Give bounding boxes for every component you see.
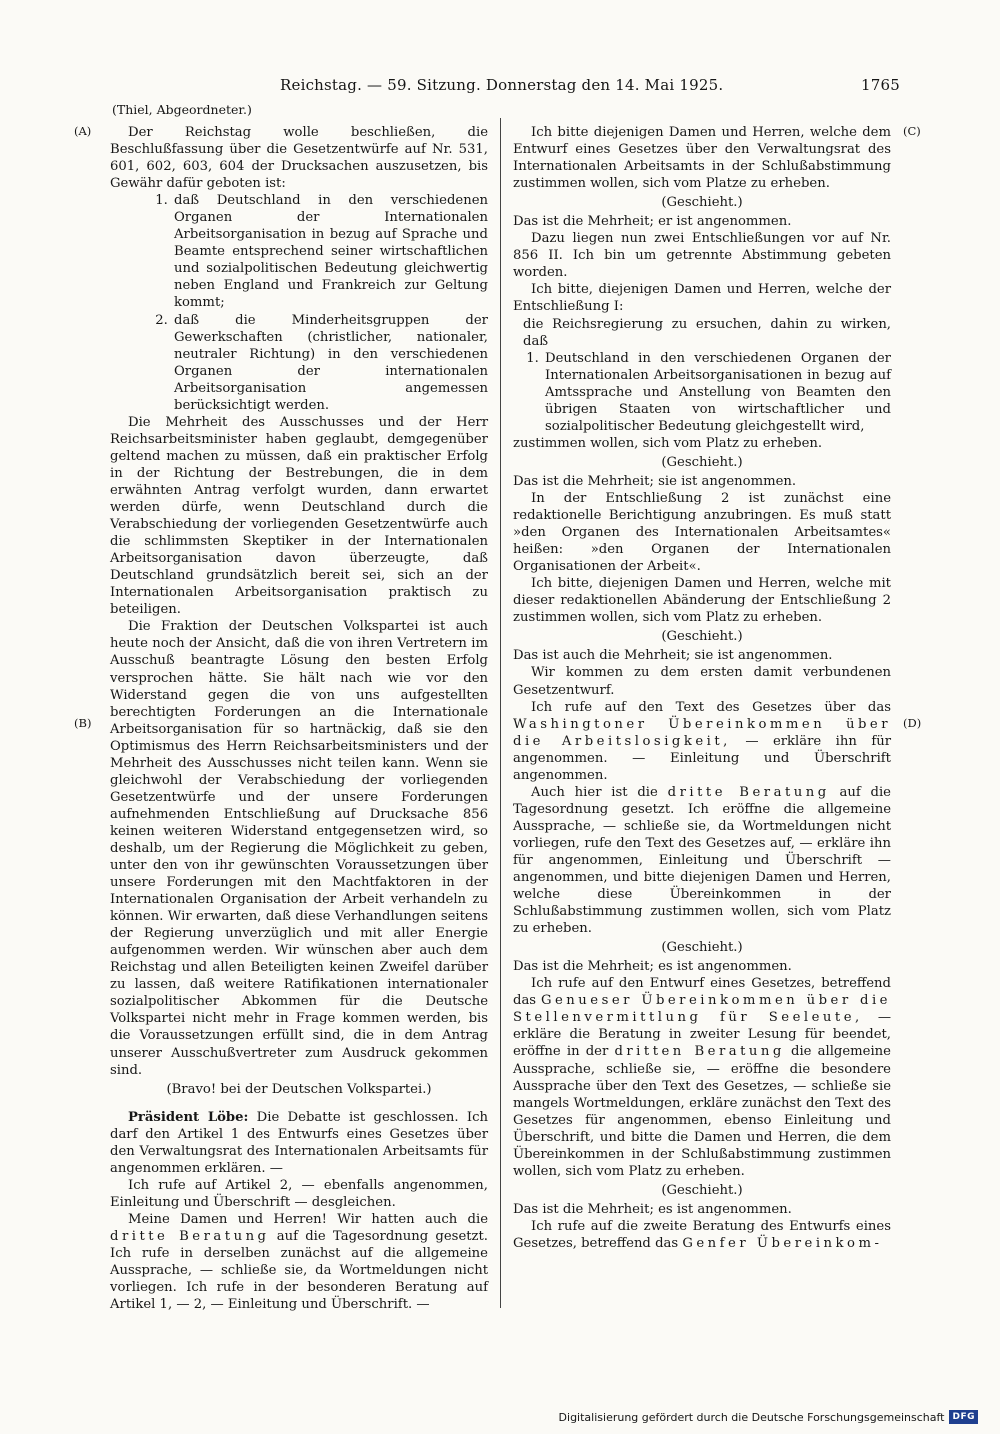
margin-marker-d: (D) xyxy=(903,716,922,730)
paragraph: Das ist die Mehrheit; es ist angenommen. xyxy=(513,1201,792,1217)
paragraph-text: — erkläre ihn für angenommen. — Einleitung und Überschrift angenommen. xyxy=(513,733,891,783)
paragraph-text: Meine Damen und Herren! Wir hatten auch die xyxy=(128,1211,488,1227)
margin-marker-a: (A) xyxy=(74,124,92,138)
speaker-name: Präsident Löbe: xyxy=(128,1109,249,1125)
paragraph xyxy=(513,975,891,1180)
paragraph: Dazu liegen nun zwei Entschließungen vor auf Nr. 856 II. Ich bin um getrennte Abstimmung gebeten worden. xyxy=(513,231,891,281)
geschieht-note: (Geschieht.) xyxy=(661,940,743,956)
paragraph: Der Reichstag wolle beschließen, die Beschlußfassung über die Gesetzentwürfe auf Nr. 531, 601, 602, 603, 604 der Drucksachen auszusetzen, bis Gewähr dafür geboten ist: xyxy=(110,125,488,192)
resolution-list xyxy=(513,350,891,435)
geschieht-note: (Geschieht.) xyxy=(661,629,743,645)
demands-list xyxy=(110,192,488,414)
paragraph: Die Fraktion der Deutschen Volkspartei ist auch heute noch der Ansicht, daß die von ihren Vertretern im Ausschuß beantragte Lösung den besten Erfolg versprochen hätte. Sie hält nach wie vor den Widerstand gegen die von uns aufgestellten berechtigten Forderungen an die Internationale Arbeitsorganisation für so hartnäckig, daß sie den Optimismus des Herrn Reichsarbeitsministers und der Mehrheit des Ausschusses nicht teilen kann. Wenn sie gleichwohl der Verabschiedung der vorliegenden Gesetzentwürfe und der unsere Forderungen aufnehmenden Entschließung auf Drucksache 856 keinen weiteren Widerstand entgegensetzen wird, so deshalb, um der Regierung die Möglichkeit zu geben, unter den von ihr gewünschten Voraussetzungen über unsere Forderungen mit den Machtfaktoren in der Internationalen Organisation der Arbeit verhandeln zu können. Wir erwarten, daß diese Verhandlungen seitens der Regierung unverzüglich und mit aller Energie aufgenommen werden. Wir wünschen aber auch dem Reichstag und allen Beteiligten keinen Zweifel darüber zu lassen, daß weitere Ratifikationen internationaler sozialpolitischer Abkommen für die Deutsche Volkspartei nicht mehr in Frage kommen werden, bis die Voraussetzungen erfüllt sind, die in dem Antrag unserer Ausschußvertreter zum Ausdruck gekommen sind. xyxy=(110,619,488,1078)
paragraph xyxy=(513,784,891,937)
paragraph-text: die allgemeine Aussprache, schließe sie, — eröffne die besondere Aussprache über den Text des Gesetzes, — schließe sie mangels Wortmeldungen, erkläre zunächst den Text des Gesetzes für angenommen, ebenso Einleitung und Überschrift, und bitte die Damen und Herren, die dem Übereinkommen in der Schlußabstimmung zustimmen wollen, sich vom Platz zu erheben. xyxy=(513,1044,891,1179)
paragraph-text: — erkläre die Beratung in zweiter Lesung für beendet, eröffne in der xyxy=(513,1010,891,1060)
applause-note: (Bravo! bei der Deutschen Volkspartei.) xyxy=(166,1081,432,1097)
column-divider xyxy=(500,118,501,1308)
paragraph: Die Mehrheit des Ausschusses und der Herr Reichsarbeitsminister haben geglaubt, demgegenüber geltend machen zu müssen, daß ein praktischer Erfolg in der Richtung der Bestrebungen, die in dem erwähnten Antrag verfolgt wurden, dann erwartet werden dürfe, wenn Deutschland durch die Verabschiedung der vorliegenden Gesetzentwürfe auch die schlimmsten Skeptiker in der Internationalen Arbeitsorganisation davon überzeugte, daß Deutschland grundsätzlich bereit sei, sich an der Internationalen Arbeitsorganisation praktisch zu beteiligen. xyxy=(110,414,488,618)
footer-credit xyxy=(559,1410,978,1424)
paragraph: die Reichsregierung zu ersuchen, dahin zu wirken, daß xyxy=(523,316,891,349)
right-column xyxy=(513,124,891,1252)
paragraph-text: auf die Tagesordnung gesetzt. Ich eröffne die allgemeine Aussprache, — schließe sie, da Wortmeldungen nicht vorliegen, rufe den Text des Gesetzes auf, — erkläre ihn für angenommen, Einleitung und Überschrift — angenommen, und bitte diejenigen Damen und Herren, welche diese Übereinkommen in der Schlußabstimmung zustimmen wollen, sich vom Platz zu erheben. xyxy=(513,784,891,937)
geschieht-note: (Geschieht.) xyxy=(661,195,743,211)
dfg-logo-icon: DFG xyxy=(949,1410,978,1424)
paragraph: Das ist auch die Mehrheit; sie ist angenommen. xyxy=(513,648,833,664)
paragraph: In der Entschließung 2 ist zunächst eine redaktionelle Berichtigung anzubringen. Es muß statt »den Organen des Internationalen Arbeitsamtes« heißen: »den Organen der Internationalen Organisationen der Arbeit«. xyxy=(513,490,891,575)
list-item: 1. daß Deutschland in den verschiedenen Organen der Internationalen Arbeitsorganisation in bezug auf Sprache und Beamte entsprechend seiner wirtschaftlichen und sozialpolitischen Bedeutung gleichwertig neben England und Frankreich zur Geltung kommt; xyxy=(172,192,488,311)
running-header xyxy=(100,76,900,98)
list-item: 2. daß die Minderheitsgruppen der Gewerkschaften (christlicher, nationaler, neutraler Richtung) in den verschiedenen Organen der internationalen Arbeitsorganisation angemessen berücksichtigt werden. xyxy=(172,312,488,414)
paragraph-text: auf die Tagesordnung gesetzt. Ich rufe in derselben zunächst auf die allgemeine Aussprache, — schließe sie, da Wortmeldungen nicht vorliegen. Ich rufe in der besonderen Beratung auf Artikel 1, — 2, — Einleitung und Überschrift. — xyxy=(110,1229,488,1313)
paragraph: Das ist die Mehrheit; es ist angenommen. xyxy=(513,959,792,975)
margin-marker-b: (B) xyxy=(74,716,92,730)
spaced-emphasis: dritten Beratung xyxy=(614,1044,785,1060)
paragraph-text: Ich rufe auf den Text des Gesetzes über das xyxy=(531,699,891,715)
paragraph: Das ist die Mehrheit; sie ist angenommen. xyxy=(513,473,797,489)
paragraph-text: Die Debatte ist geschlossen. Ich darf den Artikel 1 des Entwurfs eines Gesetzes über den Verwaltungsrat des Internationalen Arbeitsamts für angenommen erklären. — xyxy=(110,1109,488,1176)
paragraph: Ich bitte, diejenigen Damen und Herren, welche mit dieser redaktionellen Abänderung der Entschließung 2 zustimmen wollen, sich vom Platz zu erheben. xyxy=(513,576,891,626)
spaced-emphasis: Washingtoner Übereinkommen über die Arbeitslosigkeit, xyxy=(513,716,891,749)
paragraph: Ich bitte diejenigen Damen und Herren, welche dem Entwurf eines Gesetzes über den Verwaltungsrat des Internationalen Arbeitsamts in der Schlußabstimmung zustimmen wollen, sich vom Platze zu erheben. xyxy=(513,125,891,192)
paragraph xyxy=(513,699,891,784)
left-column xyxy=(110,124,488,1313)
spaced-emphasis: Genueser Übereinkommen über die Stellenvermittlung für Seeleute, xyxy=(513,993,891,1026)
paragraph: zustimmen wollen, sich vom Platz zu erheben. xyxy=(513,435,823,451)
president-paragraph xyxy=(110,1109,488,1177)
spaced-emphasis: Genfer Übereinkom- xyxy=(682,1236,883,1251)
footer-text: Digitalisierung gefördert durch die Deutsche Forschungsgemeinschaft xyxy=(558,1410,945,1424)
paragraph xyxy=(513,1218,891,1252)
margin-marker-c: (C) xyxy=(903,124,921,138)
paragraph-text: Ich rufe auf den Entwurf eines Gesetzes, betreffend das xyxy=(513,976,891,1009)
spaced-emphasis: dritte Beratung xyxy=(667,784,830,800)
paragraph-text: Auch hier ist die xyxy=(531,784,658,800)
paragraph: Wir kommen zu dem ersten damit verbundenen Gesetzentwurf. xyxy=(513,665,891,698)
speaker-tag: (Thiel, Abgeordneter.) xyxy=(112,102,252,117)
paragraph: Ich bitte, diejenigen Damen und Herren, welche der Entschließung I: xyxy=(513,282,891,315)
list-item: 1. Deutschland in den verschiedenen Organen der Internationalen Arbeitsorganisationen in bezug auf Amtssprache und Anstellung von Beamten den übrigen Staaten von wirtschaftlicher und sozialpolitischer Bedeutung gleichgestellt wird, xyxy=(543,350,891,435)
spaced-emphasis: dritte Beratung xyxy=(110,1229,270,1244)
geschieht-note: (Geschieht.) xyxy=(661,454,743,470)
paragraph-text: Ich rufe auf die zweite Beratung des Entwurfs eines Gesetzes, betreffend das xyxy=(513,1218,891,1251)
page-number: 1765 xyxy=(861,76,900,94)
paragraph: Ich rufe auf Artikel 2, — ebenfalls angenommen, Einleitung und Überschrift — desgleichen. xyxy=(110,1177,488,1210)
geschieht-note: (Geschieht.) xyxy=(661,1182,743,1198)
paragraph xyxy=(110,1211,488,1313)
header-title: Reichstag. — 59. Sitzung. Donnerstag den 14. Mai 1925. xyxy=(280,76,724,94)
paragraph: Das ist die Mehrheit; er ist angenommen. xyxy=(513,214,792,230)
